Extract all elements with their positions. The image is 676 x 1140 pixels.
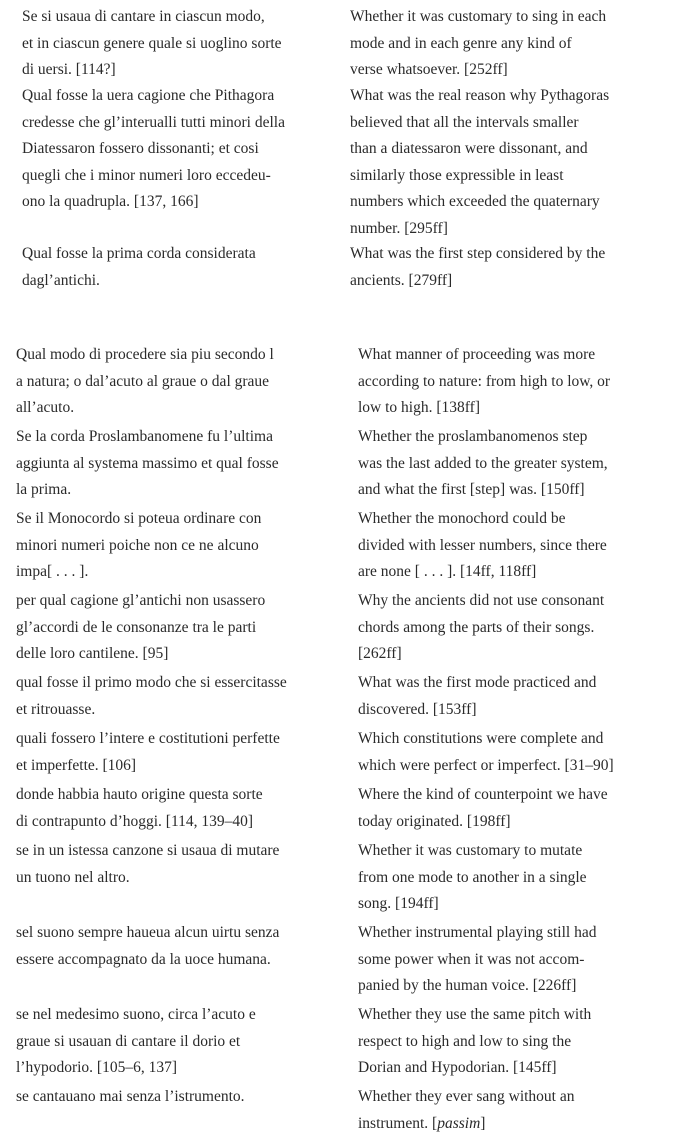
italian-text	[16, 920, 279, 973]
text-line: Dorian and Hypodorian. [145ff]	[358, 1059, 557, 1076]
text-line: Whether instrumental playing still had	[358, 924, 597, 941]
text-line: believed that all the intervals smaller	[350, 113, 579, 131]
text-line: are none [ . . . ]. [14ff, 118ff]	[358, 563, 537, 580]
text-line: similarly those expressible in least	[350, 166, 564, 184]
entry-row	[0, 782, 676, 838]
text-line: than a diatessaron were dissonant, and	[350, 140, 588, 157]
italian-text	[16, 1084, 245, 1111]
text-line: divided with lesser numbers, since there	[358, 536, 607, 554]
text-line: ancients. [279ff]	[350, 271, 453, 289]
entry-row	[0, 241, 676, 294]
text-line: dagl’antichi.	[22, 271, 100, 289]
text-line	[358, 1111, 575, 1138]
italian-text	[16, 1002, 256, 1082]
text-line: l’hypodorio. [105–6, 137]	[16, 1059, 178, 1076]
text-line: from one mode to another in a single	[358, 868, 587, 886]
text-line: quali fossero l’intere e costitutioni perfette	[16, 730, 280, 747]
text-line: numbers which exceeded the quaternary	[350, 193, 600, 210]
text-line: Whether they use the same pitch with	[358, 1006, 592, 1023]
text-line: essere accompagnato da la uoce humana.	[16, 950, 271, 968]
text-line: respect to high and low to sing the	[358, 1032, 572, 1050]
text-line: What was the real reason why Pythagoras	[350, 87, 610, 104]
text-line: di uersi. [114?]	[22, 61, 116, 78]
entry-row	[0, 506, 676, 588]
english-translation	[350, 83, 609, 242]
text-line: di contrapunto d’hoggi. [114, 139–40]	[16, 812, 254, 830]
english-translation	[358, 1084, 575, 1137]
english-translation	[358, 782, 608, 835]
italian-text	[22, 83, 285, 216]
text-line: un tuono nel altro.	[16, 868, 130, 886]
text-line: according to nature: from high to low, or	[358, 372, 611, 390]
text-line: se in un istessa canzone si usaua di mutare	[16, 842, 280, 859]
entry-row	[0, 83, 676, 241]
text-line: credesse che gl’interualli tutti minori della	[22, 113, 285, 131]
text-line: la prima.	[16, 481, 72, 498]
text-line: number. [295ff]	[350, 219, 448, 237]
entry-row	[0, 920, 676, 1002]
text-line: Why the ancients did not use consonant	[358, 592, 605, 609]
italian-text	[16, 782, 263, 835]
text-line: Se il Monocordo si poteua ordinare con	[16, 510, 262, 527]
text-line: discovered. [153ff]	[358, 700, 477, 718]
text-line: [262ff]	[358, 645, 402, 662]
text-line: per qual cagione gl’antichi non usassero	[16, 592, 266, 609]
text-line: and what the first [step] was. [150ff]	[358, 481, 585, 498]
text-line: ono la quadrupla. [137, 166]	[22, 193, 199, 210]
entry-row	[0, 838, 676, 920]
italian-text	[16, 588, 265, 668]
text-line: Where the kind of counterpoint we have	[358, 786, 608, 803]
english-translation	[358, 920, 596, 1000]
text-line: et imperfette. [106]	[16, 756, 137, 774]
text-line: verse whatsoever. [252ff]	[350, 61, 508, 78]
text-line: qual fosse il primo modo che si essercitasse	[16, 674, 287, 691]
italian-text	[16, 726, 280, 779]
text-line: What was the first mode practiced and	[358, 674, 597, 691]
english-translation	[358, 588, 604, 668]
text-line: gl’accordi de le consonanze tra le parti	[16, 618, 257, 636]
text-line: panied by the human voice. [226ff]	[358, 977, 577, 994]
text-line: se cantauano mai senza l’istrumento.	[16, 1088, 245, 1105]
passim-italic: passim	[437, 1114, 481, 1132]
english-translation	[350, 241, 605, 294]
italian-text	[16, 424, 279, 504]
text-line: Se si usaua di cantare in ciascun modo,	[22, 8, 265, 25]
text-line: minori numeri poiche non ce ne alcuno	[16, 536, 259, 554]
text-line: all’acuto.	[16, 399, 75, 416]
english-translation	[358, 1002, 591, 1082]
entry-row	[0, 424, 676, 506]
italian-text	[16, 342, 274, 422]
text-line: se nel medesimo suono, circa l’acuto e	[16, 1006, 256, 1023]
text-line: et in ciascun genere quale si uoglino sorte	[22, 34, 282, 52]
text-line: Whether the proslambanomenos step	[358, 428, 588, 445]
text-line: Which constitutions were complete and	[358, 730, 604, 747]
text-line: Qual modo di procedere sia piu secondo l	[16, 346, 274, 363]
text-line: What manner of proceeding was more	[358, 346, 596, 363]
entry-row	[0, 342, 676, 424]
italian-text	[16, 670, 287, 723]
text-line: was the last added to the greater system,	[358, 454, 608, 472]
text-line: song. [194ff]	[358, 895, 439, 912]
text-line: a natura; o dal’acuto al graue o dal graue	[16, 372, 270, 390]
entry-row	[0, 670, 676, 726]
english-translation	[358, 342, 610, 422]
text-line: Se la corda Proslambanomene fu l’ultima	[16, 428, 273, 445]
text-line: quegli che i minor numeri loro eccedeu-	[22, 166, 271, 184]
text-line: What was the first step considered by the	[350, 245, 606, 262]
entry-row	[0, 588, 676, 670]
entry-row	[0, 726, 676, 782]
text-line: some power when it was not accom-	[358, 950, 585, 968]
text-line: impa[ . . . ].	[16, 563, 89, 580]
english-translation	[350, 4, 606, 84]
italian-text	[16, 838, 279, 891]
text-line: Whether it was customary to mutate	[358, 842, 583, 859]
text-line: graue si usauan di cantare il dorio et	[16, 1032, 241, 1050]
text-line: Whether the monochord could be	[358, 510, 566, 527]
entry-row	[0, 4, 676, 83]
entry-row	[0, 1002, 676, 1084]
entry-row	[0, 1084, 676, 1140]
text-line: today originated. [198ff]	[358, 812, 511, 830]
english-translation	[358, 424, 608, 504]
text-line: donde habbia hauto origine questa sorte	[16, 786, 263, 803]
italian-text	[22, 241, 256, 294]
text-line: Diatessaron fossero dissonanti; et cosi	[22, 140, 259, 157]
section-2	[0, 342, 676, 1140]
text-line: et ritrouasse.	[16, 700, 96, 718]
text-line: mode and in each genre any kind of	[350, 34, 572, 52]
text-line: sel suono sempre haueua alcun uirtu senza	[16, 924, 280, 941]
english-translation	[358, 726, 614, 779]
text-line: Qual fosse la prima corda considerata	[22, 245, 256, 262]
text-line: which were perfect or imperfect. [31–90]	[358, 756, 614, 774]
text-segment: instrument. [	[358, 1114, 438, 1132]
english-translation	[358, 838, 587, 918]
section-1	[0, 4, 676, 294]
text-line: Whether they ever sang without an	[358, 1088, 575, 1105]
italian-text	[16, 506, 261, 586]
italian-text	[22, 4, 282, 84]
text-line: Qual fosse la uera cagione che Pithagora	[22, 87, 275, 104]
text-line: aggiunta al systema massimo et qual fosse	[16, 454, 279, 472]
text-line: low to high. [138ff]	[358, 399, 480, 416]
text-segment: ]	[480, 1114, 486, 1132]
english-translation	[358, 506, 607, 586]
text-line: Whether it was customary to sing in each	[350, 8, 607, 25]
english-translation	[358, 670, 596, 723]
text-line: delle loro cantilene. [95]	[16, 645, 169, 662]
text-line: chords among the parts of their songs.	[358, 618, 595, 636]
